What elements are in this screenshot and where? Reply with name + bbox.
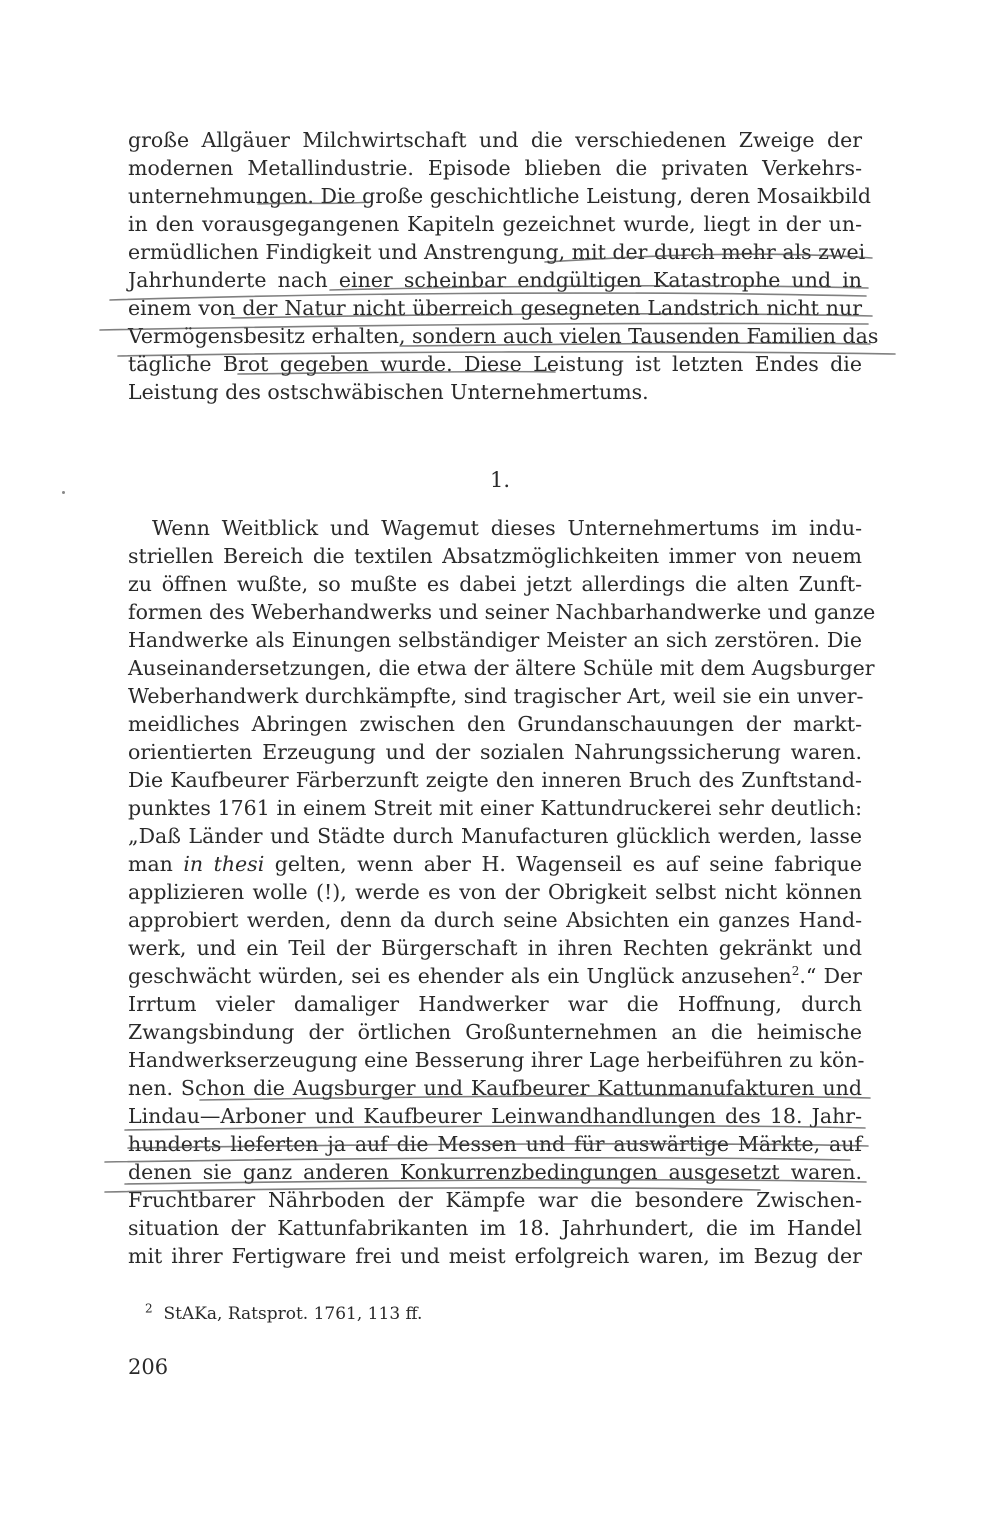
text-line: tägliche Brot gegeben wurde. Diese Leistung ist letzten Endes die — [128, 352, 862, 376]
text-line: Vermögensbesitz erhalten, sondern auch vielen Tausenden Familien das — [128, 324, 879, 348]
text-line: striellen Bereich die textilen Absatzmöglichkeiten immer von neuem — [128, 544, 862, 568]
text-line: orientierten Erzeugung und der sozialen Nahrungssicherung waren. — [128, 740, 862, 764]
text-line: Fruchtbarer Nährboden der Kämpfe war die besondere Zwischen- — [128, 1188, 862, 1212]
text-line: applizieren wolle (!), werde es von der Obrigkeit selbst nicht können — [128, 880, 862, 904]
line-text: geschwächt würden, sei es ehender als ein Unglück anzusehen — [128, 964, 792, 988]
text-line: zu öffnen wußte, so mußte es dabei jetzt allerdings die alten Zunft- — [128, 572, 862, 596]
footnote-marker: 2 — [145, 1301, 153, 1316]
footnote — [145, 1302, 422, 1326]
section-number: 1. — [489, 468, 511, 492]
line-text: .“ Der — [799, 964, 862, 988]
line-text: gelten, wenn aber H. Wagenseil es auf seine fabrique — [264, 852, 862, 876]
text-line: Auseinandersetzungen, die etwa der ältere Schüle mit dem Augsburger — [128, 656, 875, 680]
text-line: Lindau—Arboner und Kaufbeurer Leinwandhandlungen des 18. Jahr- — [128, 1104, 862, 1128]
text-line: Handwerke als Einungen selbständiger Meister an sich zerstören. Die — [128, 628, 862, 652]
text-line: situation der Kattunfabrikanten im 18. Jahrhundert, die im Handel — [128, 1216, 862, 1240]
text-line: mit ihrer Fertigware frei und meist erfolgreich waren, im Bezug der — [128, 1244, 862, 1268]
text-line: Weberhandwerk durchkämpfte, sind tragischer Art, weil sie ein unver- — [128, 684, 864, 708]
page-number: 206 — [128, 1355, 169, 1379]
text-line — [128, 850, 862, 878]
text-line: ermüdlichen Findigkeit und Anstrengung, mit der durch mehr als zwei — [128, 240, 866, 264]
text-line: werk, und ein Teil der Bürgerschaft in ihren Rechten gekränkt und — [128, 936, 862, 960]
text-line — [128, 962, 862, 990]
text-line: Zwangsbindung der örtlichen Großunternehmen an die heimische — [128, 1020, 862, 1044]
text-line: in den vorausgegangenen Kapiteln gezeichnet wurde, liegt in der un- — [128, 212, 862, 236]
text-line: nen. Schon die Augsburger und Kaufbeurer Kattunmanufakturen und — [128, 1076, 862, 1100]
italic-term: in thesi — [183, 852, 265, 876]
text-line: Irrtum vieler damaliger Handwerker war die Hoffnung, durch — [128, 992, 862, 1016]
text-line: denen sie ganz anderen Konkurrenzbedingungen ausgesetzt waren. — [128, 1160, 862, 1184]
text-line: hunderts lieferten ja auf die Messen und für auswärtige Märkte, auf — [128, 1132, 862, 1156]
text-line: meidliches Abringen zwischen den Grundanschauungen der markt- — [128, 712, 862, 736]
stray-mark — [62, 491, 65, 494]
text-line: Jahrhunderte nach einer scheinbar endgültigen Katastrophe und in — [128, 268, 862, 292]
text-line: große Allgäuer Milchwirtschaft und die verschiedenen Zweige der — [128, 128, 862, 152]
text-line: unternehmungen. Die große geschichtliche Leistung, deren Mosaikbild — [128, 184, 872, 208]
text-line: modernen Metallindustrie. Episode blieben die privaten Verkehrs- — [128, 156, 862, 180]
text-line: formen des Weberhandwerks und seiner Nachbarhandwerke und ganze — [128, 600, 876, 624]
text-line: punktes 1761 in einem Streit mit einer Kattundruckerei sehr deutlich: — [128, 796, 862, 820]
text-line: „Daß Länder und Städte durch Manufacturen glücklich werden, lasse — [128, 824, 862, 848]
line-text: man — [128, 852, 184, 876]
text-line: einem von der Natur nicht überreich gesegneten Landstrich nicht nur — [128, 296, 862, 320]
text-line: Leistung des ostschwäbischen Unternehmertums. — [128, 380, 649, 404]
text-line: Die Kaufbeurer Färberzunft zeigte den inneren Bruch des Zunftstand- — [128, 768, 862, 792]
footnote-text: StAKa, Ratsprot. 1761, 113 ff. — [163, 1304, 423, 1324]
text-line: approbiert werden, denn da durch seine Absichten ein ganzes Hand- — [128, 908, 862, 932]
footnote-reference[interactable]: 2 — [791, 964, 800, 979]
text-line: Wenn Weitblick und Wagemut dieses Unternehmertums im indu- — [152, 516, 862, 540]
text-line: Handwerkserzeugung eine Besserung ihrer Lage herbeiführen zu kön- — [128, 1048, 865, 1072]
